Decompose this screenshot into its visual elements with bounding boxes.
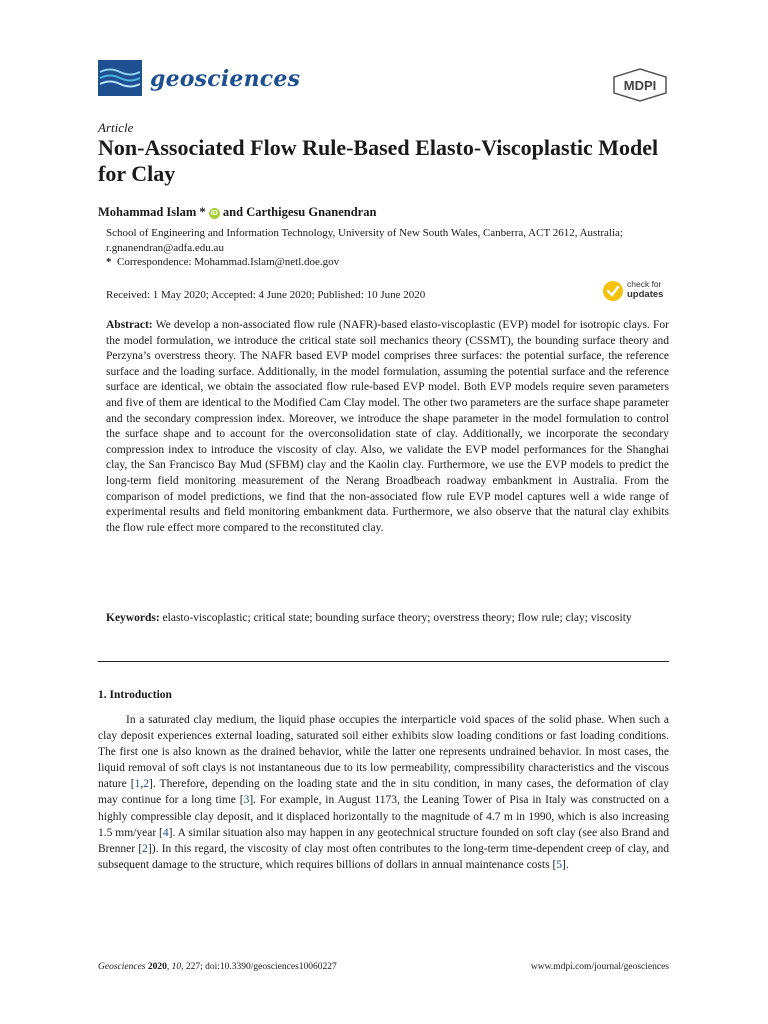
check-updates-label: check for (627, 279, 662, 289)
author-name[interactable]: Mohammad Islam (98, 205, 197, 219)
citation-link[interactable]: 2 (142, 842, 148, 855)
publisher-name: MDPI (623, 78, 657, 93)
correspondence (106, 256, 339, 268)
article-type: Article (98, 120, 134, 135)
footer-journal: Geosciences (98, 962, 146, 972)
abstract-text: We develop a non-associated flow rule (NAFR)-based elasto-viscoplastic (EVP) model for isotropic clays. For the model formulation, we introduce the critical state soil mechanics theory (CSSMT), the bounding surface theory and Perzyna’s overstress theory. The NAFR based EVP model comprises three surfaces: the potential surface, the reference surface and the loading surface. Additionally, in the model formulation, assuming the potential surface and the reference surface are identical, we obtain the associated flow rule-based EVP model. Both EVP models require seven parameters and five of them are identical to the Modified Cam Clay model. The other two parameters are the surface shape parameter and the secondary compression index. Moreover, we introduce the shape parameter in the model formulation to control the surface shape and to account for the overconsolidation state of clay. Additionally, we incorporate the secondary compression index to introduce the viscosity of clay. Also, we validate the EVP model performances for the Shanghai clay, the San Francisco Bay Mud (SFBM) clay and the Kaolin clay. Furthermore, we use the EVP models to predict the long-term field monitoring measurement of the Nerang Broadbeach roadway embankment in Australia. From the comparison of model predictions, we find that the non-associated flow rule EVP model captures well a wide range of experimental results and field monitoring embankment data. Furthermore, we also observe that the natural clay exhibits the flow rule effect more compared to the reconstituted clay. (106, 319, 670, 534)
check-updates-label-bold: updates (627, 289, 664, 300)
footer-doi[interactable]: , 227; doi:10.3390/geosciences10060227 (181, 962, 337, 972)
abstract-label: Abstract: (106, 319, 153, 331)
mdpi-logo-icon (612, 68, 668, 102)
footer-url[interactable]: www.mdpi.com/journal/geosciences (530, 962, 669, 972)
intro-text: ]). In this regard, the viscosity of clay most often contributes to the long-term time-dependent creep of clay, and subsequent damage to the structure, which requires billions of dollars in annual maintenance costs [ (98, 842, 669, 871)
introduction-paragraph (98, 712, 669, 873)
correspondence-mark: * (106, 256, 112, 268)
intro-text: ]. (562, 858, 569, 871)
check-updates-icon (602, 280, 624, 302)
corresponding-mark: * (199, 205, 206, 219)
author-conjunction: and (222, 205, 244, 219)
correspondence-text: Correspondence: Mohammad.Islam@netl.doe.gov (117, 256, 340, 268)
footer-citation: Geosciences 2020, 10, 227; doi:10.3390/geosciences10060227 (98, 962, 337, 972)
affiliation: School of Engineering and Information Technology, University of New South Wales, Canberra, ACT 2612, Australia; r.gnanendran@adfa.edu.au (106, 227, 623, 254)
intro-text: In a saturated clay medium, the liquid phase occupies the interparticle void spaces of the solid phase. When such a clay deposit experiences external loading, saturated soil either exhibits slow loading conditions or fast loading conditions. The first one is also known as the drained behavior, while the latter one represents undrained behavior. In most cases, the liquid removal of soft clays is not instantaneous due to its low permeability, compressibility characteristics and the viscous nature [ (98, 714, 669, 791)
author-name[interactable]: Carthigesu Gnanendran (246, 205, 377, 219)
geosciences-logo-icon (98, 60, 142, 96)
citation-link[interactable]: 2 (143, 778, 149, 791)
abstract (106, 318, 669, 536)
orcid-icon[interactable]: iD (210, 210, 218, 217)
citation-separator: , (140, 778, 144, 791)
author-list (98, 205, 376, 220)
keywords-text: elasto-viscoplastic; critical state; bounding surface theory; overstress theory; flow rule; clay; viscosity (162, 612, 632, 624)
footer-year: 2020 (147, 962, 167, 972)
publication-dates: Received: 1 May 2020; Accepted: 4 June 2020; Published: 10 June 2020 (106, 289, 426, 301)
citation-link[interactable]: 5 (556, 858, 563, 871)
citation-link[interactable]: 1 (134, 778, 141, 791)
keywords (106, 611, 669, 627)
citation-link[interactable]: 3 (243, 794, 250, 807)
section-heading: 1. Introduction (98, 689, 172, 701)
article-title: Non-Associated Flow Rule-Based Elasto-Viscoplastic Model for Clay (98, 135, 659, 186)
journal-name: geosciences (150, 66, 301, 92)
intro-text: ]. For example, in August 1173, the Leaning Tower of Pisa in Italy was constructed on a highly compressible clay deposit, and it displaced horizontally to the magnitude of 4.7 m in 1990, which is also increasing 1.5 mm/year [ (98, 794, 669, 839)
intro-text: ]. Therefore, depending on the loading state and the in situ condition, in many cases, the deformation of clay may continue for a long time [ (98, 778, 669, 807)
check-for-updates-button[interactable] (602, 278, 682, 304)
keywords-label: Keywords: (106, 612, 160, 624)
intro-text: ]. A similar situation also may happen in any geotechnical structure founded on soft clay (see also Brand and Brenner [ (98, 826, 669, 855)
footer-volume: 10 (171, 962, 182, 972)
citation-link[interactable]: 4 (162, 826, 169, 839)
section-divider (98, 661, 669, 662)
